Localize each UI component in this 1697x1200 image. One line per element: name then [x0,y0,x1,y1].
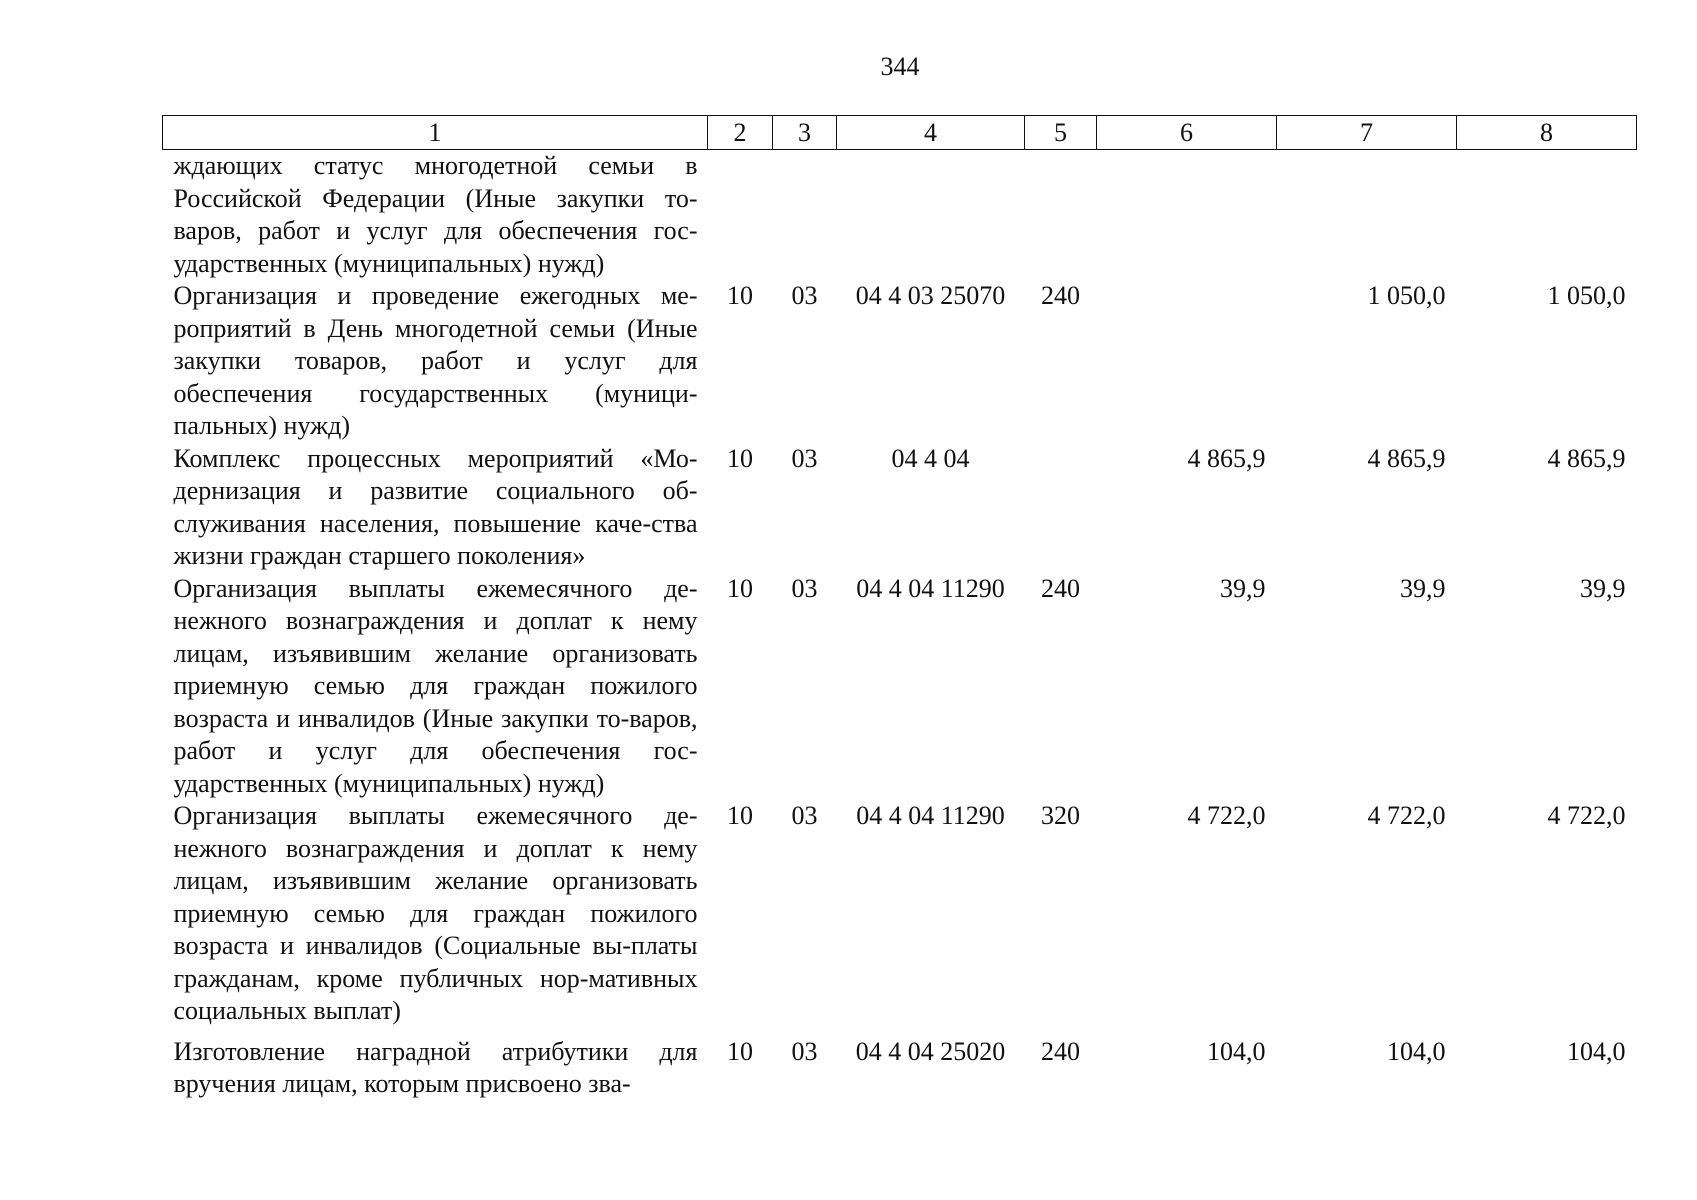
row-amount-6 [1097,150,1277,281]
table-row [163,573,1637,801]
row-amount-7: 4 722,0 [1367,801,1446,830]
table-row [163,443,1637,573]
table-body [163,150,1637,1101]
row-subsection: 03 [791,443,818,473]
row-subsection: 03 [791,573,818,603]
row-subsection: 03 [791,281,818,310]
row-section: 10 [727,801,753,830]
row-amount-8 [1457,150,1637,281]
row-expense-type [1025,443,1097,573]
table-row [163,150,1637,281]
column-header-3: 3 [773,116,837,150]
row-description: ждающих статус многодетной семьи в Российской Федерации (Иные закупки то-варов, работ и услуг для обеспечения гос-ударственных (муниципальных) нужд) [173,151,698,278]
row-amount-6: 104,0 [1207,1036,1266,1066]
row-amount-8: 104,0 [1567,1036,1626,1066]
row-amount-7: 4 865,9 [1367,443,1446,473]
row-amount-8: 4 865,9 [1547,443,1626,473]
row-expense-type: 240 [1041,1036,1080,1066]
column-header-6: 6 [1097,116,1277,150]
row-amount-6 [1097,280,1277,443]
row-section: 10 [727,281,753,310]
row-target-code: 04 4 04 11290 [856,801,1005,830]
page-number [0,52,1697,82]
row-expense-type: 320 [1041,801,1080,830]
table-row [163,800,1637,1028]
row-target-code: 04 4 04 11290 [856,573,1005,603]
row-amount-8: 39,9 [1580,573,1626,603]
row-section: 10 [727,443,753,473]
row-target-code: 04 4 03 25070 [855,281,1006,310]
header-row [163,116,1637,150]
row-expense-type [1025,150,1097,281]
row-amount-7: 1 050,0 [1367,281,1446,310]
row-target-code [837,150,1025,281]
budget-table [162,115,1637,1101]
table-row [163,1028,1637,1101]
row-expense-type: 240 [1041,573,1080,603]
column-header-2: 2 [708,116,773,150]
row-description: Организация выплаты ежемесячного де-нежного вознаграждения и доплат к нему лицам, изъявившим желание организовать приемную семью для граждан пожилого возраста и инвалидов (Иные закупки то-варов, работ и услуг для обеспечения гос-ударственных (муниципальных) нужд) [173,573,698,798]
row-description: Комплекс процессных мероприятий «Мо-дернизация и развитие социального об-служивания населения, повышение каче-ства жизни граждан старшего поколения» [173,443,698,570]
row-amount-7 [1277,150,1457,281]
row-amount-6: 4 722,0 [1187,801,1266,830]
column-header-1: 1 [163,116,708,150]
table-row [163,280,1637,443]
row-target-code: 04 4 04 25020 [855,1036,1006,1066]
column-header-8: 8 [1457,116,1637,150]
row-description: Организация выплаты ежемесячного де-нежного вознаграждения и доплат к нему лицам, изъявившим желание организовать приемную семью для граждан пожилого возраста и инвалидов (Социальные вы-платы гражданам, кроме публичных нор-мативных социальных выплат) [173,801,698,1025]
page-number-text: 344 [880,52,920,81]
row-amount-6: 4 865,9 [1187,443,1266,473]
column-header-4: 4 [837,116,1025,150]
table-header [163,116,1637,150]
row-target-code: 04 4 04 [891,443,970,473]
row-description: Организация и проведение ежегодных ме-роприятий в День многодетной семьи (Иные закупки товаров, работ и услуг для обеспечения государственных (муници-пальных) нужд) [173,281,698,440]
column-header-7: 7 [1277,116,1457,150]
row-amount-8: 4 722,0 [1547,801,1626,830]
row-amount-7: 104,0 [1387,1036,1446,1066]
row-subsection: 03 [791,1036,818,1066]
row-amount-7: 39,9 [1400,573,1446,603]
row-amount-8: 1 050,0 [1547,281,1626,310]
row-amount-6: 39,9 [1220,573,1266,603]
row-section: 10 [727,1036,753,1066]
row-subsection [773,150,837,281]
row-expense-type: 240 [1041,281,1080,310]
row-subsection: 03 [791,801,818,830]
row-section [708,150,773,281]
row-description: Изготовление наградной атрибутики для вручения лицам, которым присвоено зва- [173,1036,698,1098]
row-section: 10 [727,573,753,603]
column-header-5: 5 [1025,116,1097,150]
